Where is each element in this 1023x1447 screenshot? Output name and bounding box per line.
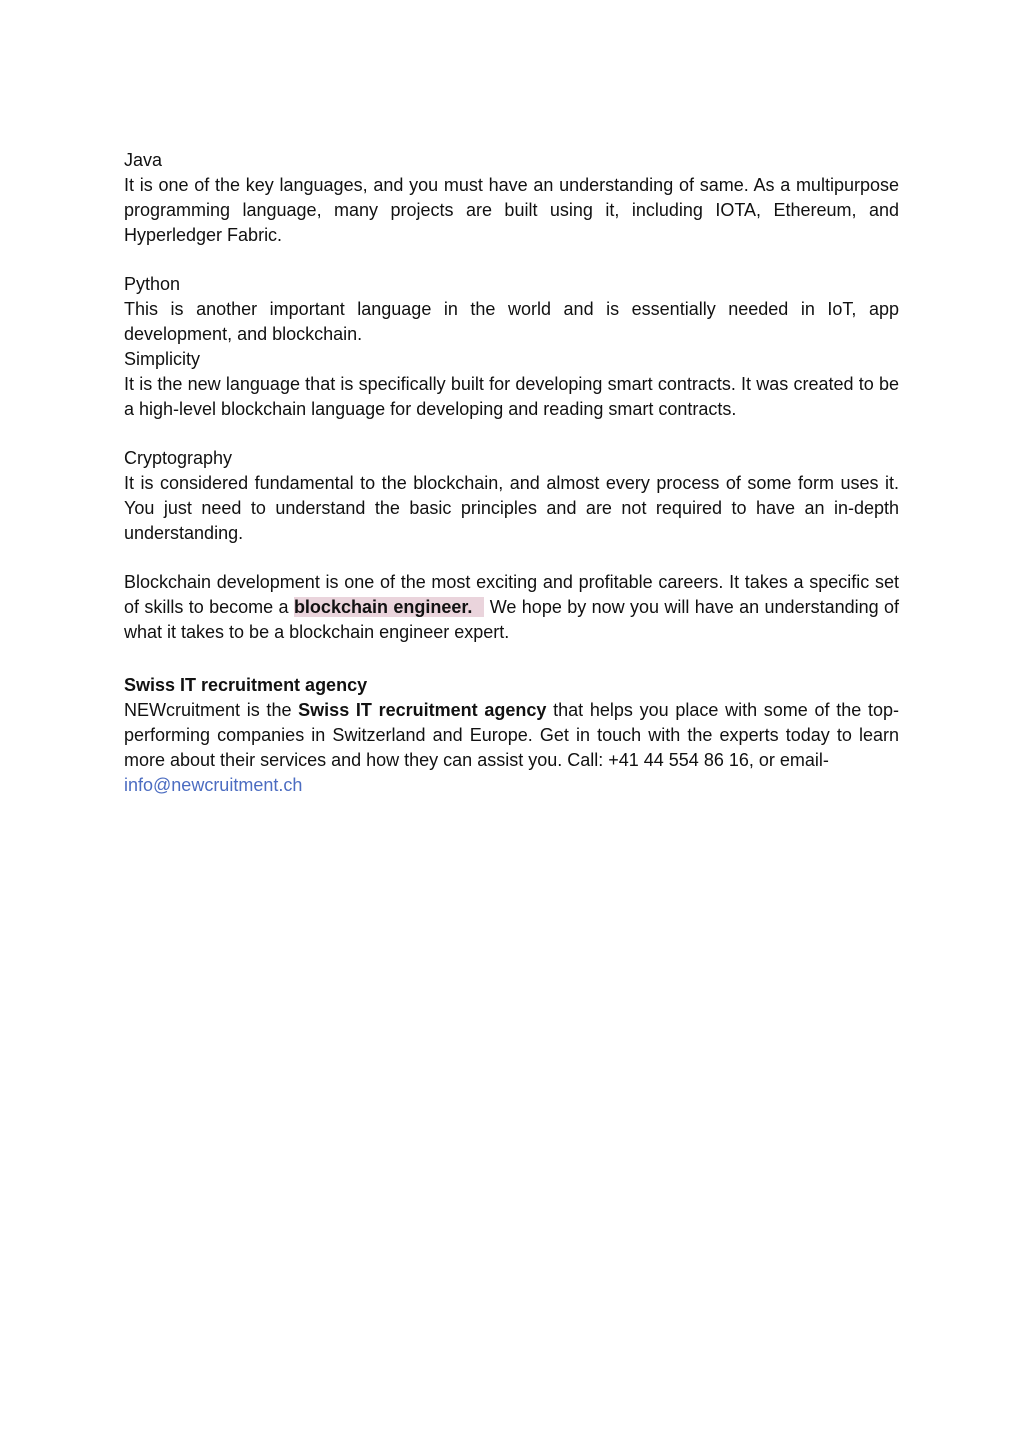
section-heading-simplicity: Simplicity: [124, 349, 201, 369]
agency-paragraph: [124, 698, 899, 798]
spacer: [124, 546, 899, 570]
agency-text-after: that helps you place with some of the top-performing companies in Switzerland and Europe. Get in touch with the experts today to learn more about their services and how they can assist you. Call: +41 44 554 86 16, or email-: [124, 700, 899, 770]
spacer: [124, 248, 899, 272]
conclusion-text-after: We hope by now you will have an understanding of what it takes to be a blockchain engineer expert.: [124, 597, 900, 642]
section-cryptography: [124, 446, 899, 546]
spacer: [124, 422, 899, 446]
spacer: [124, 645, 899, 673]
agency-bold-name: Swiss IT recruitment agency: [298, 700, 547, 720]
highlighted-keyword: blockchain engineer.: [294, 597, 484, 617]
email-link[interactable]: info@newcruitment.ch: [124, 775, 303, 795]
section-body-python: This is another important language in the world and is essentially needed in IoT, app development, and blockchain.: [124, 299, 899, 344]
section-python: [124, 272, 899, 347]
section-body-simplicity: It is the new language that is specifically built for developing smart contracts. It was created to be a high-level blockchain language for developing and reading smart contracts.: [124, 374, 899, 419]
conclusion-text-before: Blockchain development is one of the most exciting and profitable careers. It takes a specific set of skills to become a: [124, 572, 899, 617]
section-simplicity: [124, 347, 899, 422]
section-agency: [124, 673, 899, 798]
section-heading-python: Python: [124, 274, 181, 294]
section-java: [124, 148, 899, 248]
section-body-java: It is one of the key languages, and you must have an understanding of same. As a multipurpose programming language, many projects are built using it, including IOTA, Ethereum, and Hyperledger Fabric.: [124, 175, 899, 245]
agency-heading: Swiss IT recruitment agency: [124, 675, 368, 695]
document-page: [124, 148, 899, 798]
agency-text-before: NEWcruitment is the: [124, 700, 299, 720]
section-heading-java: Java: [124, 150, 163, 170]
section-heading-cryptography: Cryptography: [124, 448, 233, 468]
section-body-cryptography: It is considered fundamental to the blockchain, and almost every process of some form uses it. You just need to understand the basic principles and are not required to have an in-depth understanding.: [124, 473, 899, 543]
conclusion-paragraph: [124, 570, 899, 645]
